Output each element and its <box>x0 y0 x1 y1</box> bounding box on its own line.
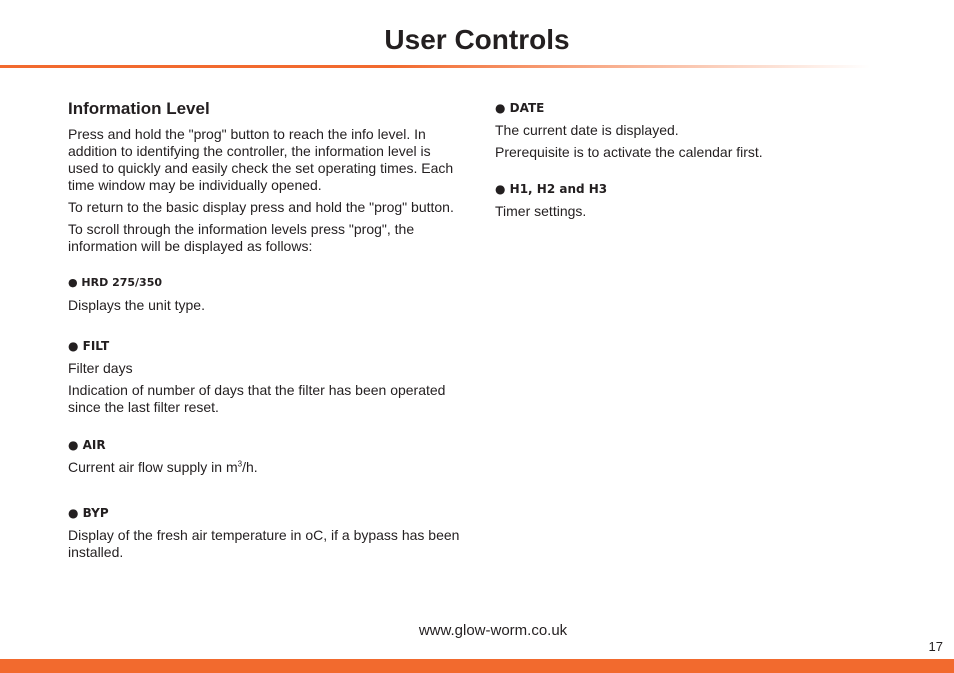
return-paragraph: To return to the basic display press and hold the "prog" button. <box>68 199 454 215</box>
info-item-title: ● DATE <box>495 101 545 115</box>
left-column <box>68 99 463 566</box>
info-item-air <box>68 437 463 476</box>
info-item-timer <box>495 181 895 220</box>
info-item-text: Display of the fresh air temperature in oC, if a bypass has been installed. <box>68 527 460 560</box>
info-item-text: Prerequisite is to activate the calendar first. <box>495 144 763 160</box>
info-item-text: Current air flow supply in $m^3/h$. <box>68 459 258 475</box>
info-item-text: Filter days <box>68 360 133 376</box>
info-item-title: ● AIR <box>68 438 106 452</box>
info-item-text: Timer settings. <box>495 203 587 219</box>
section-heading: Information Level <box>68 99 210 118</box>
info-item-filt <box>68 338 463 416</box>
info-item-date <box>495 100 895 161</box>
info-item-title: ● FILT <box>68 339 110 353</box>
right-column <box>495 100 895 225</box>
title-rule <box>0 65 870 68</box>
info-item-text: The current date is displayed. <box>495 122 679 138</box>
info-item-byp <box>68 505 463 561</box>
info-item-title: ● HRD 275/350 <box>68 276 163 289</box>
page-title: User Controls <box>384 24 570 55</box>
footer-website-link[interactable]: www.glow-worm.co.uk <box>418 622 568 639</box>
intro-paragraph: Press and hold the "prog" button to reach the info level. In addition to identifying the controller, the information level is used to quickly and easily check the set operating times. Each time window may be individually opened. <box>68 126 454 193</box>
info-item-text: Indication of number of days that the filter has been operated since the last filter reset. <box>68 382 446 415</box>
info-item-hrd <box>68 275 463 314</box>
page-number: 17 <box>928 639 943 654</box>
info-item-title: ● BYP <box>68 506 109 520</box>
info-item-text: Displays the unit type. <box>68 297 205 313</box>
info-item-title: ● H1, H2 and H3 <box>495 182 608 196</box>
scroll-paragraph: To scroll through the information levels press "prog", the information will be displayed as follows: <box>68 221 415 254</box>
footer-bar <box>0 659 954 673</box>
